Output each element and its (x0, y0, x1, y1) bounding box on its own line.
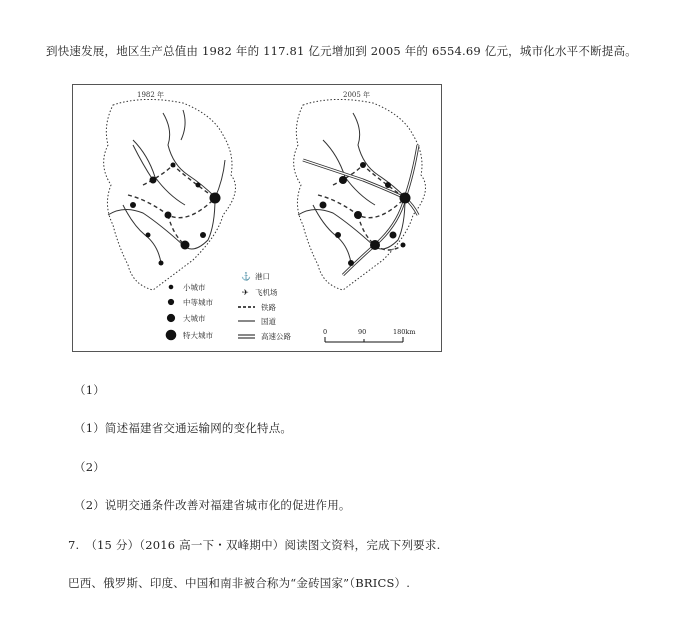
question-2-text: （2）说明交通条件改善对福建省城市化的促进作用。 (74, 498, 351, 512)
question-7-intro: 巴西、俄罗斯、印度、中国和南非被合称为“金砖国家”（BRICS）. (68, 576, 411, 590)
map-1982-label: 1982 年 (137, 91, 165, 99)
map-2005-cities (320, 162, 411, 266)
map-1982-river (181, 110, 185, 140)
question-1-text: （1）简述福建省交通运输网的变化特点。 (74, 421, 293, 435)
legend-port: 港口 (255, 272, 270, 281)
map-2005-river (323, 140, 375, 205)
small-city-marker (335, 232, 341, 238)
legend-mega-city: 特大城市 (183, 331, 213, 340)
map-2005-river (353, 113, 405, 197)
map-1982-cities (130, 163, 221, 266)
question-1-marker: （1） (74, 383, 105, 397)
map-2005-river (313, 205, 351, 263)
medium-city-marker (130, 202, 136, 208)
mega-city-marker (210, 193, 221, 204)
map-2005-road (298, 160, 415, 249)
question-2-marker: （2） (74, 460, 105, 474)
mega-city-marker (400, 193, 411, 204)
legend-small-city: 小城市 (183, 283, 206, 292)
scale-zero: 0 (323, 328, 328, 336)
small-city-marker (348, 260, 354, 266)
medium-city-marker (339, 176, 347, 184)
legend-national-road: 国道 (261, 317, 276, 326)
medium-city-marker (390, 232, 397, 239)
port-icon: ⚓ (241, 272, 251, 281)
intro-paragraph-line: 到快速发展，地区生产总值由 1982 年的 117.81 亿元增加到 2005 年的 6554.69 亿元，城市化水平不断提高。 (46, 44, 637, 58)
legend-mega-city-symbol (166, 330, 176, 340)
small-city-marker (196, 183, 201, 188)
scale-mid: 90 (358, 328, 367, 336)
question-7-header: 7. （15 分）（2016 高一下・双峰期中）阅读图文资料，完成下列要求. (68, 538, 441, 552)
legend-small-city-symbol (169, 285, 173, 289)
legend-expressway: 高速公路 (261, 332, 291, 341)
legend-large-city-symbol (167, 314, 174, 321)
medium-city-marker (320, 202, 327, 209)
map-1982-river (163, 113, 215, 197)
small-city-marker (159, 261, 164, 266)
map-1982-road (133, 145, 153, 180)
map-1982-railway (128, 195, 215, 218)
small-city-marker (360, 162, 366, 168)
map-2005-label: 2005 年 (343, 91, 371, 99)
map-1982-river (133, 140, 185, 205)
large-city-marker (370, 240, 380, 250)
legend-medium-city: 中等城市 (183, 298, 213, 307)
small-city-marker (146, 233, 151, 238)
small-city-marker (401, 243, 406, 248)
medium-city-marker (165, 212, 172, 219)
airport-icon: ✈ (242, 288, 249, 297)
maps-illustration (73, 85, 443, 353)
medium-city-marker (354, 211, 362, 219)
legend-airport: 飞机场 (255, 288, 278, 297)
map-1982-river (123, 205, 161, 263)
medium-city-marker (150, 177, 157, 184)
small-city-marker (385, 182, 391, 188)
map-1982-road (108, 160, 225, 249)
small-city-marker (171, 163, 176, 168)
legend-medium-city-symbol (168, 299, 173, 304)
legend-large-city: 大城市 (183, 314, 206, 323)
map-1982-railway (168, 215, 185, 245)
fujian-transport-figure (72, 84, 442, 352)
scale-max: 180km (393, 328, 416, 336)
large-city-marker (181, 241, 190, 250)
medium-city-marker (200, 232, 206, 238)
legend-railway: 铁路 (261, 303, 276, 312)
